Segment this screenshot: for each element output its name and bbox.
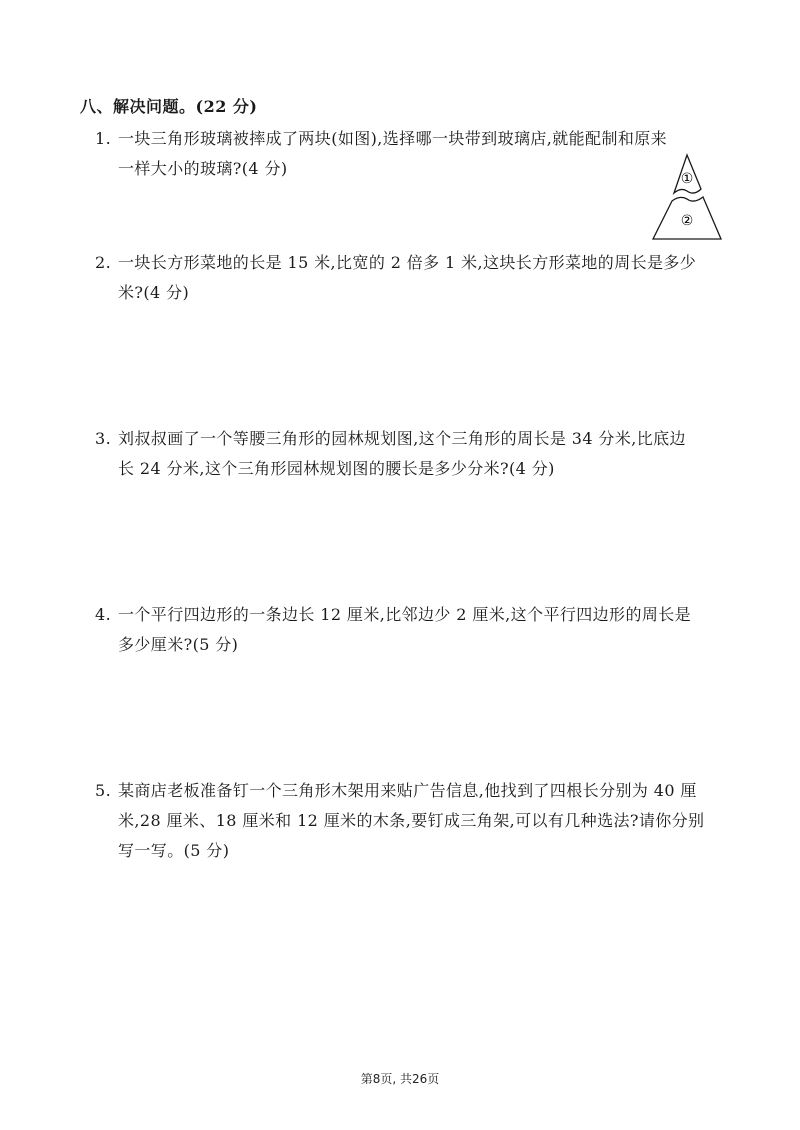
question-4 [95, 600, 725, 660]
question-5 [95, 776, 725, 866]
question-4-number: 4. [95, 605, 112, 624]
piece-1-label: ① [680, 171, 694, 187]
question-3-text-1: 刘叔叔画了一个等腰三角形的园林规划图,这个三角形的周长是 34 分米,比底边 [118, 429, 686, 448]
piece-2-label: ② [680, 213, 694, 229]
broken-triangle-figure [651, 153, 723, 243]
question-4-text-2: 多少厘米?(5 分) [118, 635, 239, 654]
question-4-text-1: 一个平行四边形的一条边长 12 厘米,比邻边少 2 厘米,这个平行四边形的周长是 [118, 605, 692, 624]
question-3-text-2: 长 24 分米,这个三角形园林规划图的腰长是多少分米?(4 分) [118, 459, 555, 478]
question-2 [95, 248, 725, 308]
question-5-number: 5. [95, 781, 112, 800]
question-3-number: 3. [95, 429, 112, 448]
section-title: 八、解决问题。(22 分) [80, 97, 258, 116]
question-5-line-1 [95, 776, 725, 806]
question-1 [95, 124, 725, 184]
question-1-text-1: 一块三角形玻璃被摔成了两块(如图),选择哪一块带到玻璃店,就能配制和原来 [118, 129, 668, 148]
question-3-line-1 [95, 424, 725, 454]
page-number-footer: 第8页, 共26页 [360, 1072, 440, 1086]
question-5-text-2: 米,28 厘米、18 厘米和 12 厘米的木条,要钉成三角架,可以有几种选法?请你分别 [118, 811, 705, 830]
question-5-text-1: 某商店老板准备钉一个三角形木架用来贴广告信息,他找到了四根长分别为 40 厘 [118, 781, 697, 800]
question-3 [95, 424, 725, 484]
question-4-line-1 [95, 600, 725, 630]
question-2-text-2: 米?(4 分) [118, 283, 190, 302]
question-1-number: 1. [95, 129, 112, 148]
question-2-line-1 [95, 248, 725, 278]
question-2-text-1: 一块长方形菜地的长是 15 米,比宽的 2 倍多 1 米,这块长方形菜地的周长是多少 [118, 253, 697, 272]
question-1-text-2: 一样大小的玻璃?(4 分) [118, 159, 288, 178]
question-1-line-1 [95, 124, 725, 154]
question-2-number: 2. [95, 253, 112, 272]
question-5-text-3: 写一写。(5 分) [118, 841, 230, 860]
